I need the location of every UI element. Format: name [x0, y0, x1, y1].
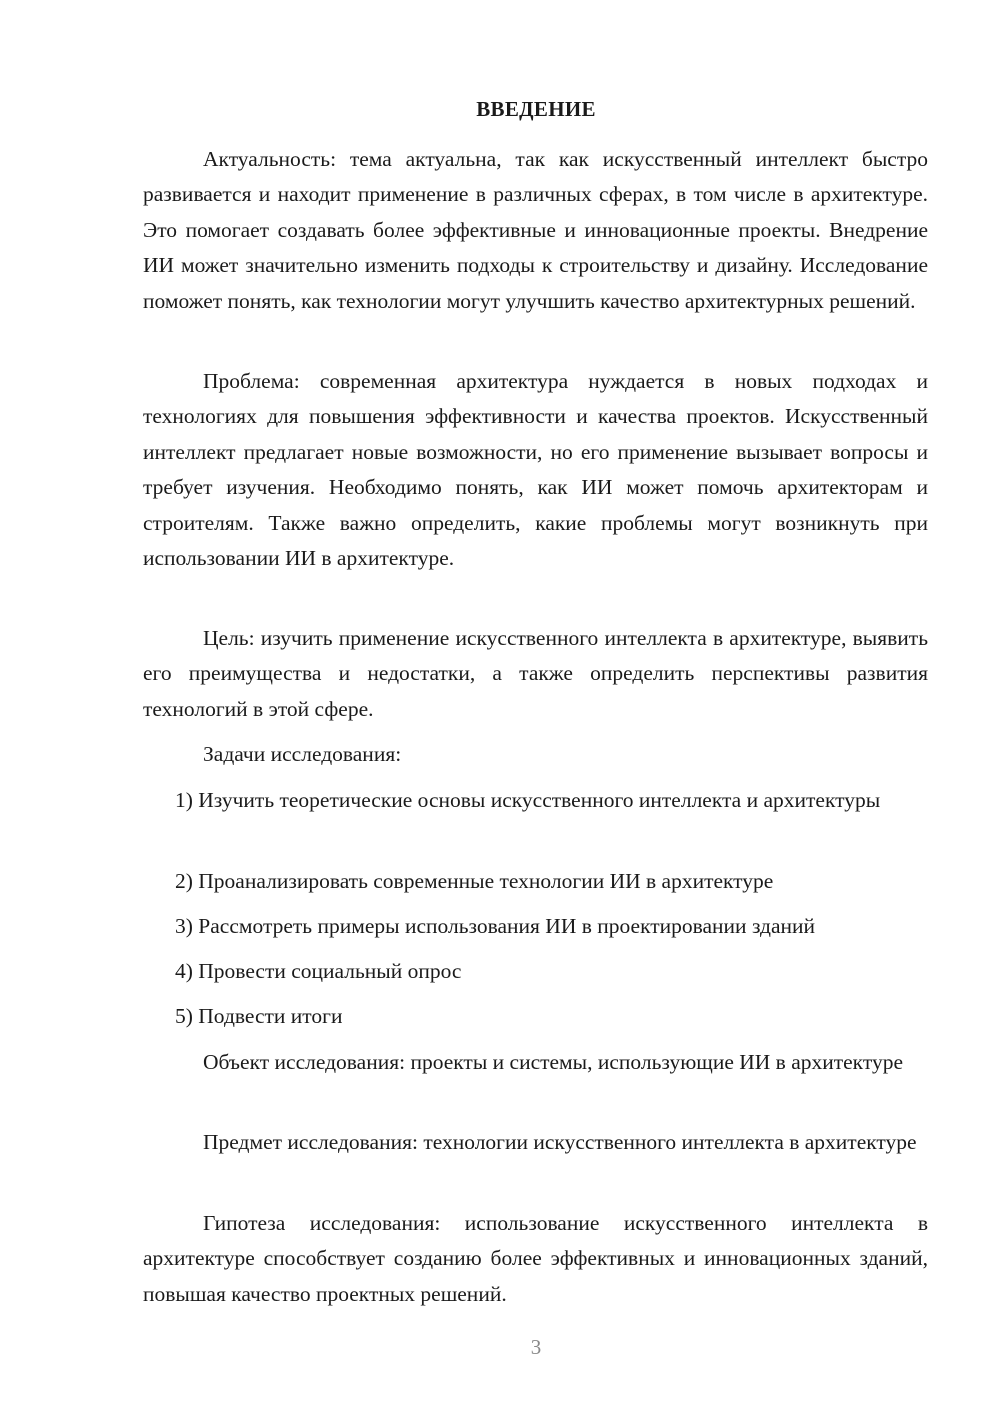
task-item-2: 2) Проанализировать современные технологии ИИ в архитектуре [175, 869, 774, 893]
page-title: ВВЕДЕНИЕ [476, 97, 596, 121]
paragraph-relevance: Актуальность: тема актуальна, так как искусственный интеллект быстро развивается и находит применение в различных сферах, в том числе в архитектуре. Это помогает создавать более эффективные и инновационные проекты. Внедрение ИИ может значительно изменить подходы к строительству и дизайну. Исследование поможет понять, как технологии могут улучшить качество архитектурных решений. [143, 147, 928, 313]
paragraph-problem: Проблема: современная архитектура нуждается в новых подходах и технологиях для повышения эффективности и качества проектов. Искусственный интеллект предлагает новые возможности, но его применение вызывает вопросы и требует изучения. Необходимо понять, как ИИ может помочь архитекторам и строителям. Также важно определить, какие проблемы могут возникнуть при использовании ИИ в архитектуре. [143, 369, 928, 571]
task-item-5: 5) Подвести итоги [175, 1004, 343, 1028]
task-item-3: 3) Рассмотреть примеры использования ИИ в проектировании зданий [175, 914, 816, 938]
paragraph-subject: Предмет исследования: технологии искусственного интеллекта в архитектуре [203, 1130, 917, 1154]
task-item-1: 1) Изучить теоретические основы искусственного интеллекта и архитектуры [175, 788, 881, 812]
page-number: 3 [530, 1335, 542, 1359]
tasks-heading: Задачи исследования: [203, 742, 402, 766]
paragraph-goal: Цель: изучить применение искусственного интеллекта в архитектуре, выявить его преимущества и недостатки, а также определить перспективы развития технологий в этой сфере. [143, 626, 928, 721]
task-item-4: 4) Провести социальный опрос [175, 959, 462, 983]
paragraph-object: Объект исследования: проекты и системы, использующие ИИ в архитектуре [203, 1050, 903, 1074]
paragraph-hypothesis: Гипотеза исследования: использование искусственного интеллекта в архитектуре способствует созданию более эффективных и инновационных зданий, повышая качество проектных решений. [143, 1211, 928, 1306]
